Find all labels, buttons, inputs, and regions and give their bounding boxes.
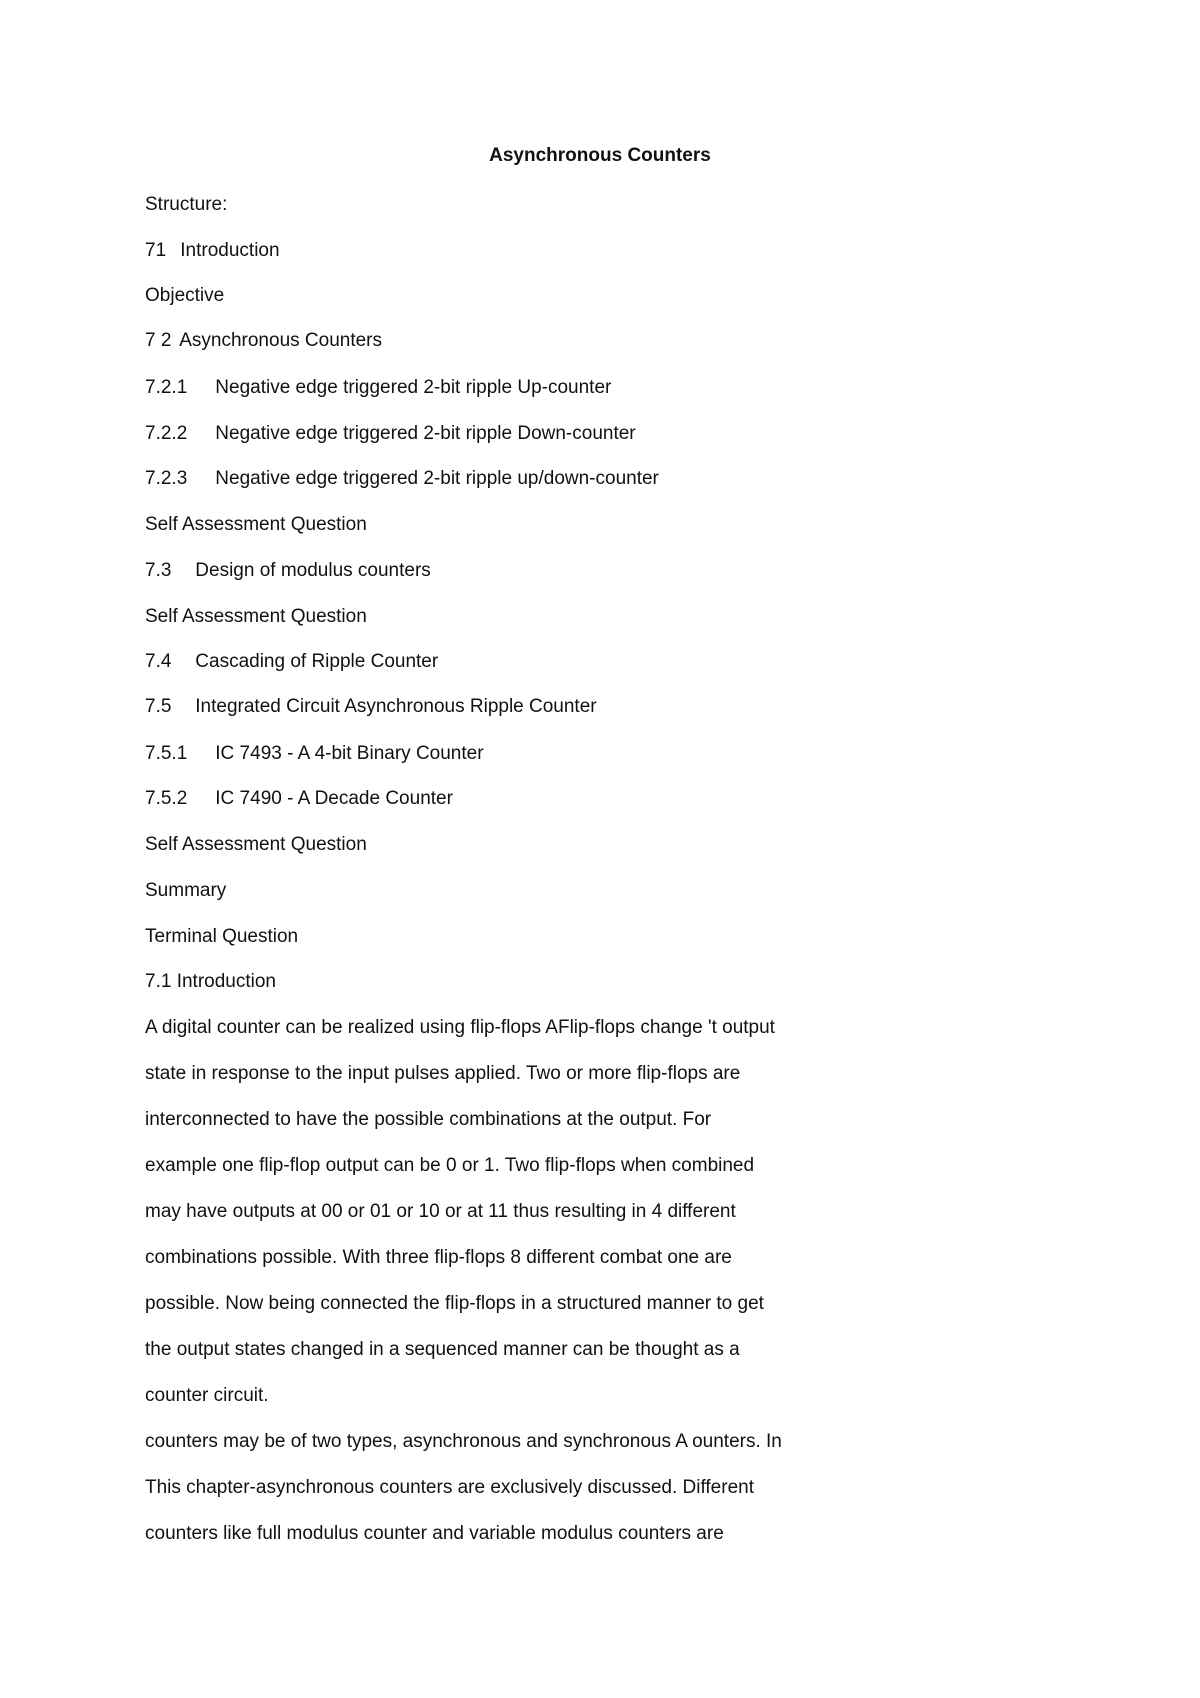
body-line: interconnected to have the possible combinations at the output. For [145,1109,712,1130]
toc-item [145,285,224,307]
toc-item [145,834,367,856]
section-heading: 7.1 Introduction [145,971,276,992]
body-line: possible. Now being connected the flip-flops in a structured manner to get [145,1293,764,1314]
body-line: counter circuit. [145,1385,269,1406]
toc-text: Self Assessment Question [145,606,367,627]
toc-item [145,606,367,628]
toc-number: 7.5.1 [145,743,188,764]
body-line: combinations possible. With three flip-flops 8 different combat one are [145,1247,732,1268]
toc-item [145,377,611,399]
toc-item [145,743,484,765]
toc-text: Cascading of Ripple Counter [195,651,439,672]
toc-text: Asynchronous Counters [179,330,383,351]
toc-text: Design of modulus counters [195,560,431,581]
toc-text: Introduction [180,240,280,261]
toc-text: Negative edge triggered 2-bit ripple Up-counter [215,377,612,398]
toc-text: Negative edge triggered 2-bit ripple Down-counter [215,423,636,444]
toc-text: Self Assessment Question [145,834,367,855]
toc-number: 71 [145,240,167,261]
toc-text: Terminal Question [145,926,299,947]
toc-item [145,423,636,445]
toc-text: Self Assessment Question [145,514,367,535]
toc-item [145,926,298,948]
toc-number: 7.2.3 [145,468,188,489]
toc-text: Summary [145,880,227,901]
toc-item [145,330,382,352]
toc-number: 7.3 [145,560,172,581]
toc-number: 7.5 [145,696,172,717]
body-line: may have outputs at 00 or 01 or 10 or at 11 thus resulting in 4 different [145,1201,736,1222]
toc-item [145,514,367,536]
toc-item [145,240,280,262]
toc-number: 7.4 [145,651,172,672]
body-line: state in response to the input pulses applied. Two or more flip-flops are [145,1063,741,1084]
toc-text: IC 7490 - A Decade Counter [215,788,453,809]
toc-number: 7.5.2 [145,788,188,809]
body-line: counters like full modulus counter and variable modulus counters are [145,1523,724,1544]
body-line: the output states changed in a sequenced manner can be thought as a [145,1339,740,1360]
body-line: counters may be of two types, asynchronous and synchronous A ounters. In [145,1431,782,1452]
toc-text: Integrated Circuit Asynchronous Ripple Counter [195,696,597,717]
toc-item [145,560,431,582]
body-line: A digital counter can be realized using flip-flops AFlip-flops change 't output [145,1017,775,1038]
toc-item [145,788,453,810]
toc-item [145,468,659,490]
body-line: This chapter-asynchronous counters are exclusively discussed. Different [145,1477,754,1498]
structure-label: Structure: [145,194,228,215]
toc-item [145,696,597,718]
toc-text: IC 7493 - A 4-bit Binary Counter [215,743,484,764]
toc-item [145,880,226,902]
toc-number: 7.2.1 [145,377,188,398]
toc-text: Objective [145,285,225,306]
body-line: example one flip-flop output can be 0 or 1. Two flip-flops when combined [145,1155,755,1176]
document-title: Asynchronous Counters [489,145,711,166]
toc-text: Negative edge triggered 2-bit ripple up/down-counter [215,468,659,489]
toc-number: 7.2.2 [145,423,188,444]
toc-number: 7 2 [145,330,172,351]
toc-item [145,651,438,673]
